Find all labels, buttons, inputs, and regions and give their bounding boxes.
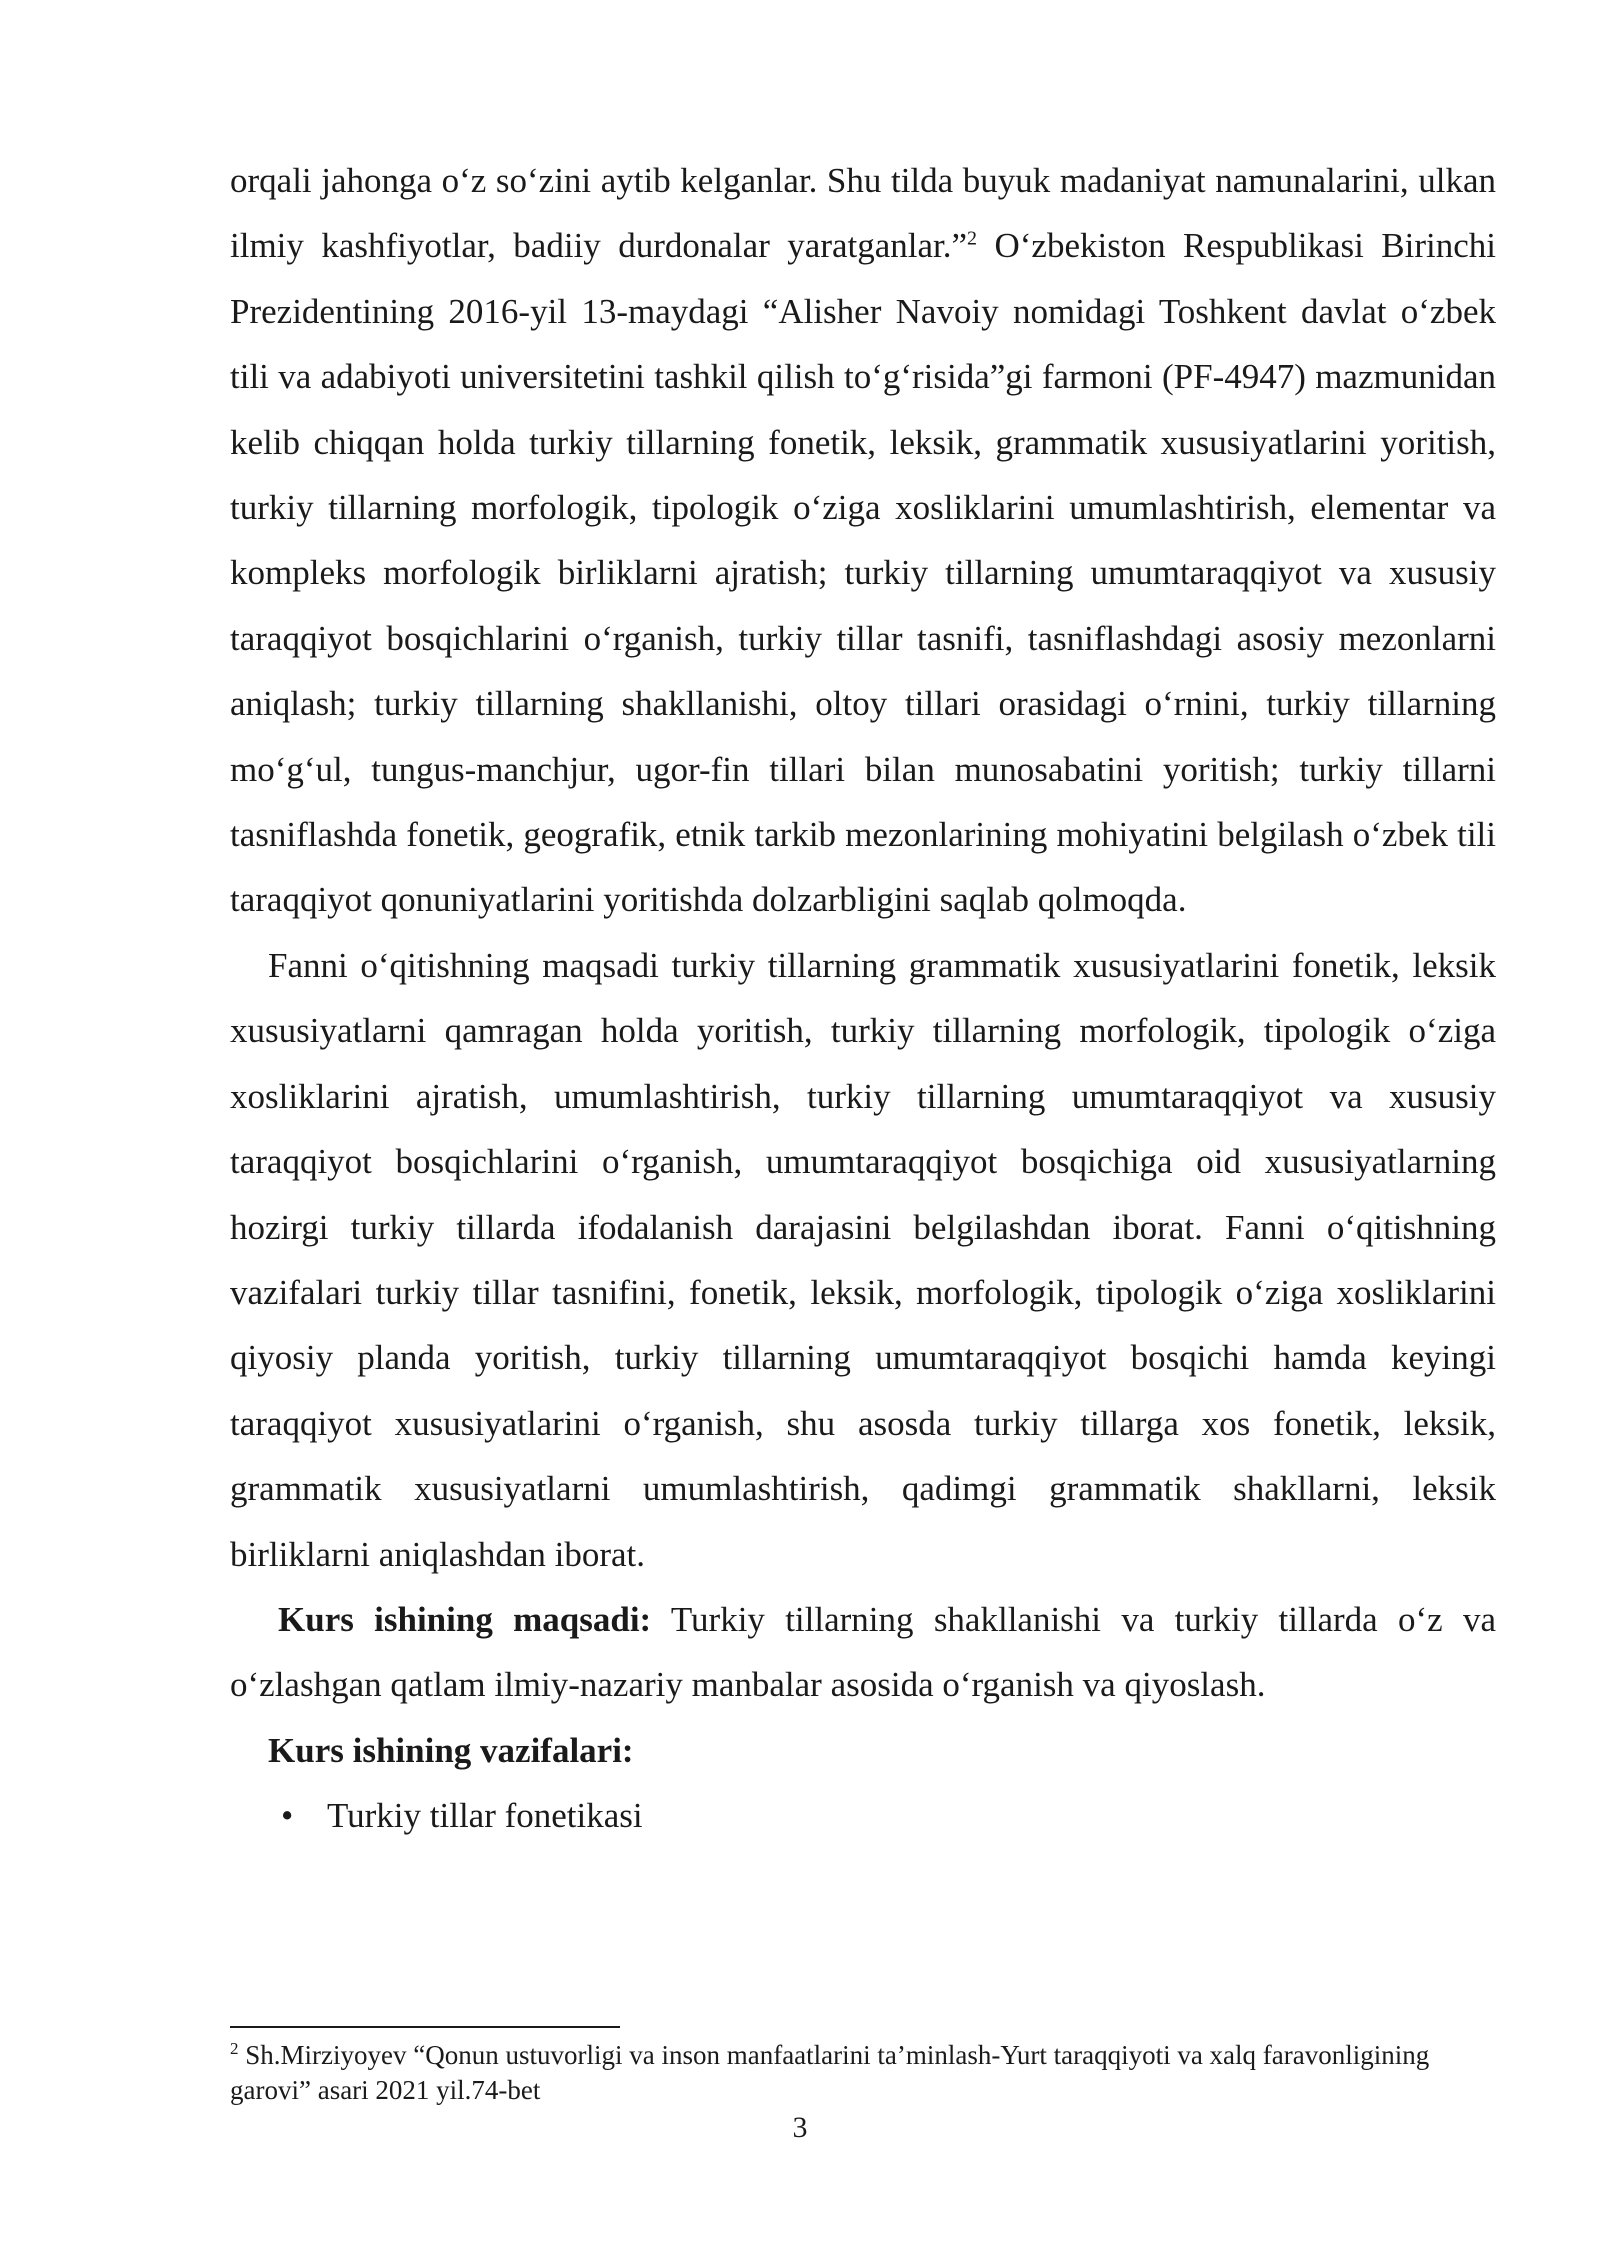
- footnote-text: Sh.Mirziyoyev “Qonun ustuvorligi va inson manfaatlarini ta’minlash-Yurt taraqqiyoti va xalq faravonligining garovi” asari 2021 yil.74-bet: [230, 2040, 1430, 2105]
- body-text: [230, 148, 1496, 1849]
- paragraph-1-part-2: O‘zbekiston Respublikasi Birinchi Prezidentining 2016-yil 13-maydagi “Alisher Navoiy nomidagi Toshkent davlat o‘zbek tili va adabiyoti universitetini tashkil qilish to‘g‘risida”gi farmoni (PF-4947) mazmunidan kelib chiqqan holda turkiy tillarning fonetik, leksik, grammatik xususiyatlarini yoritish, turkiy tillarning morfologik, tipologik o‘ziga xosliklarini umumlashtirish, elementar va kompleks morfologik birliklarni ajratish; turkiy tillarning umumtaraqqiyot va xususiy taraqqiyot bosqichlarini o‘rganish, turkiy tillar tasnifi, tasniflashdagi asosiy mezonlarni aniqlash; turkiy tillarning shakllanishi, oltoy tillari orasidagi o‘rnini, turkiy tillarning mo‘g‘ul, tungus-manchjur, ugor-fin tillari bilan munosabatini yoritish; turkiy tillarni tasniflashda fonetik, geografik, etnik tarkib mezonlarining mohiyatini belgilash o‘zbek tili taraqqiyot qonuniyatlarini yoritishda dolzarbligini saqlab qolmoqda.: [230, 226, 1496, 920]
- footnote-separator: [230, 2026, 620, 2028]
- footnote-mark: 2: [230, 2039, 239, 2058]
- goal-text: Turkiy tillarning shakllanishi va turkiy tillarda o‘z va o‘zlashgan qatlam ilmiy-nazariy manbalar asosida o‘rganish va qiyoslash.: [230, 1599, 1496, 1705]
- list-item: [230, 1783, 1496, 1848]
- footnote: [230, 2038, 1430, 2108]
- paragraph-2: Fanni o‘qitishning maqsadi turkiy tillarning grammatik xususiyatlarini fonetik, leksik xususiyatlarni qamragan holda yoritish, turkiy tillarning morfologik, tipologik o‘ziga xosliklarini ajratish, umumlashtirish, turkiy tillarning umumtaraqqiyot va xususiy taraqqiyot bosqichlarini o‘rganish, umumtaraqqiyot bosqichiga oid xususiyatlarning hozirgi turkiy tillarda ifodalanish darajasini belgilashdan iborat. Fanni o‘qitishning vazifalari turkiy tillar tasnifini, fonetik, leksik, morfologik, tipologik o‘ziga xosliklarini qiyosiy planda yoritish, turkiy tillarning umumtaraqqiyot bosqichi hamda keyingi taraqqiyot xususiyatlarini o‘rganish, shu asosda turkiy tillarga xos fonetik, leksik, grammatik xususiyatlarni umumlashtirish, qadimgi grammatik shakllarni, leksik birliklarni aniqlashdan iborat.: [230, 945, 1496, 1574]
- bullet-icon: •: [281, 1796, 294, 1836]
- paragraph-1: [230, 148, 1496, 933]
- tasks-heading: [230, 1718, 1496, 1783]
- page-number: 3: [792, 2111, 808, 2144]
- paragraph-1-part-1: orqali jahonga o‘z so‘zini aytib kelganlar. Shu tilda buyuk madaniyat namunalarini, ulkan ilmiy kashfiyotlar, badiiy durdonalar yaratganlar.”: [230, 161, 1496, 266]
- goal-label: Kurs ishining maqsadi:: [278, 1599, 652, 1639]
- footnote-reference[interactable]: 2: [967, 227, 978, 250]
- list-item-text: Turkiy tillar fonetikasi: [327, 1796, 643, 1836]
- goal-paragraph: [230, 1587, 1496, 1718]
- tasks-heading-text: Kurs ishining vazifalari:: [268, 1730, 634, 1770]
